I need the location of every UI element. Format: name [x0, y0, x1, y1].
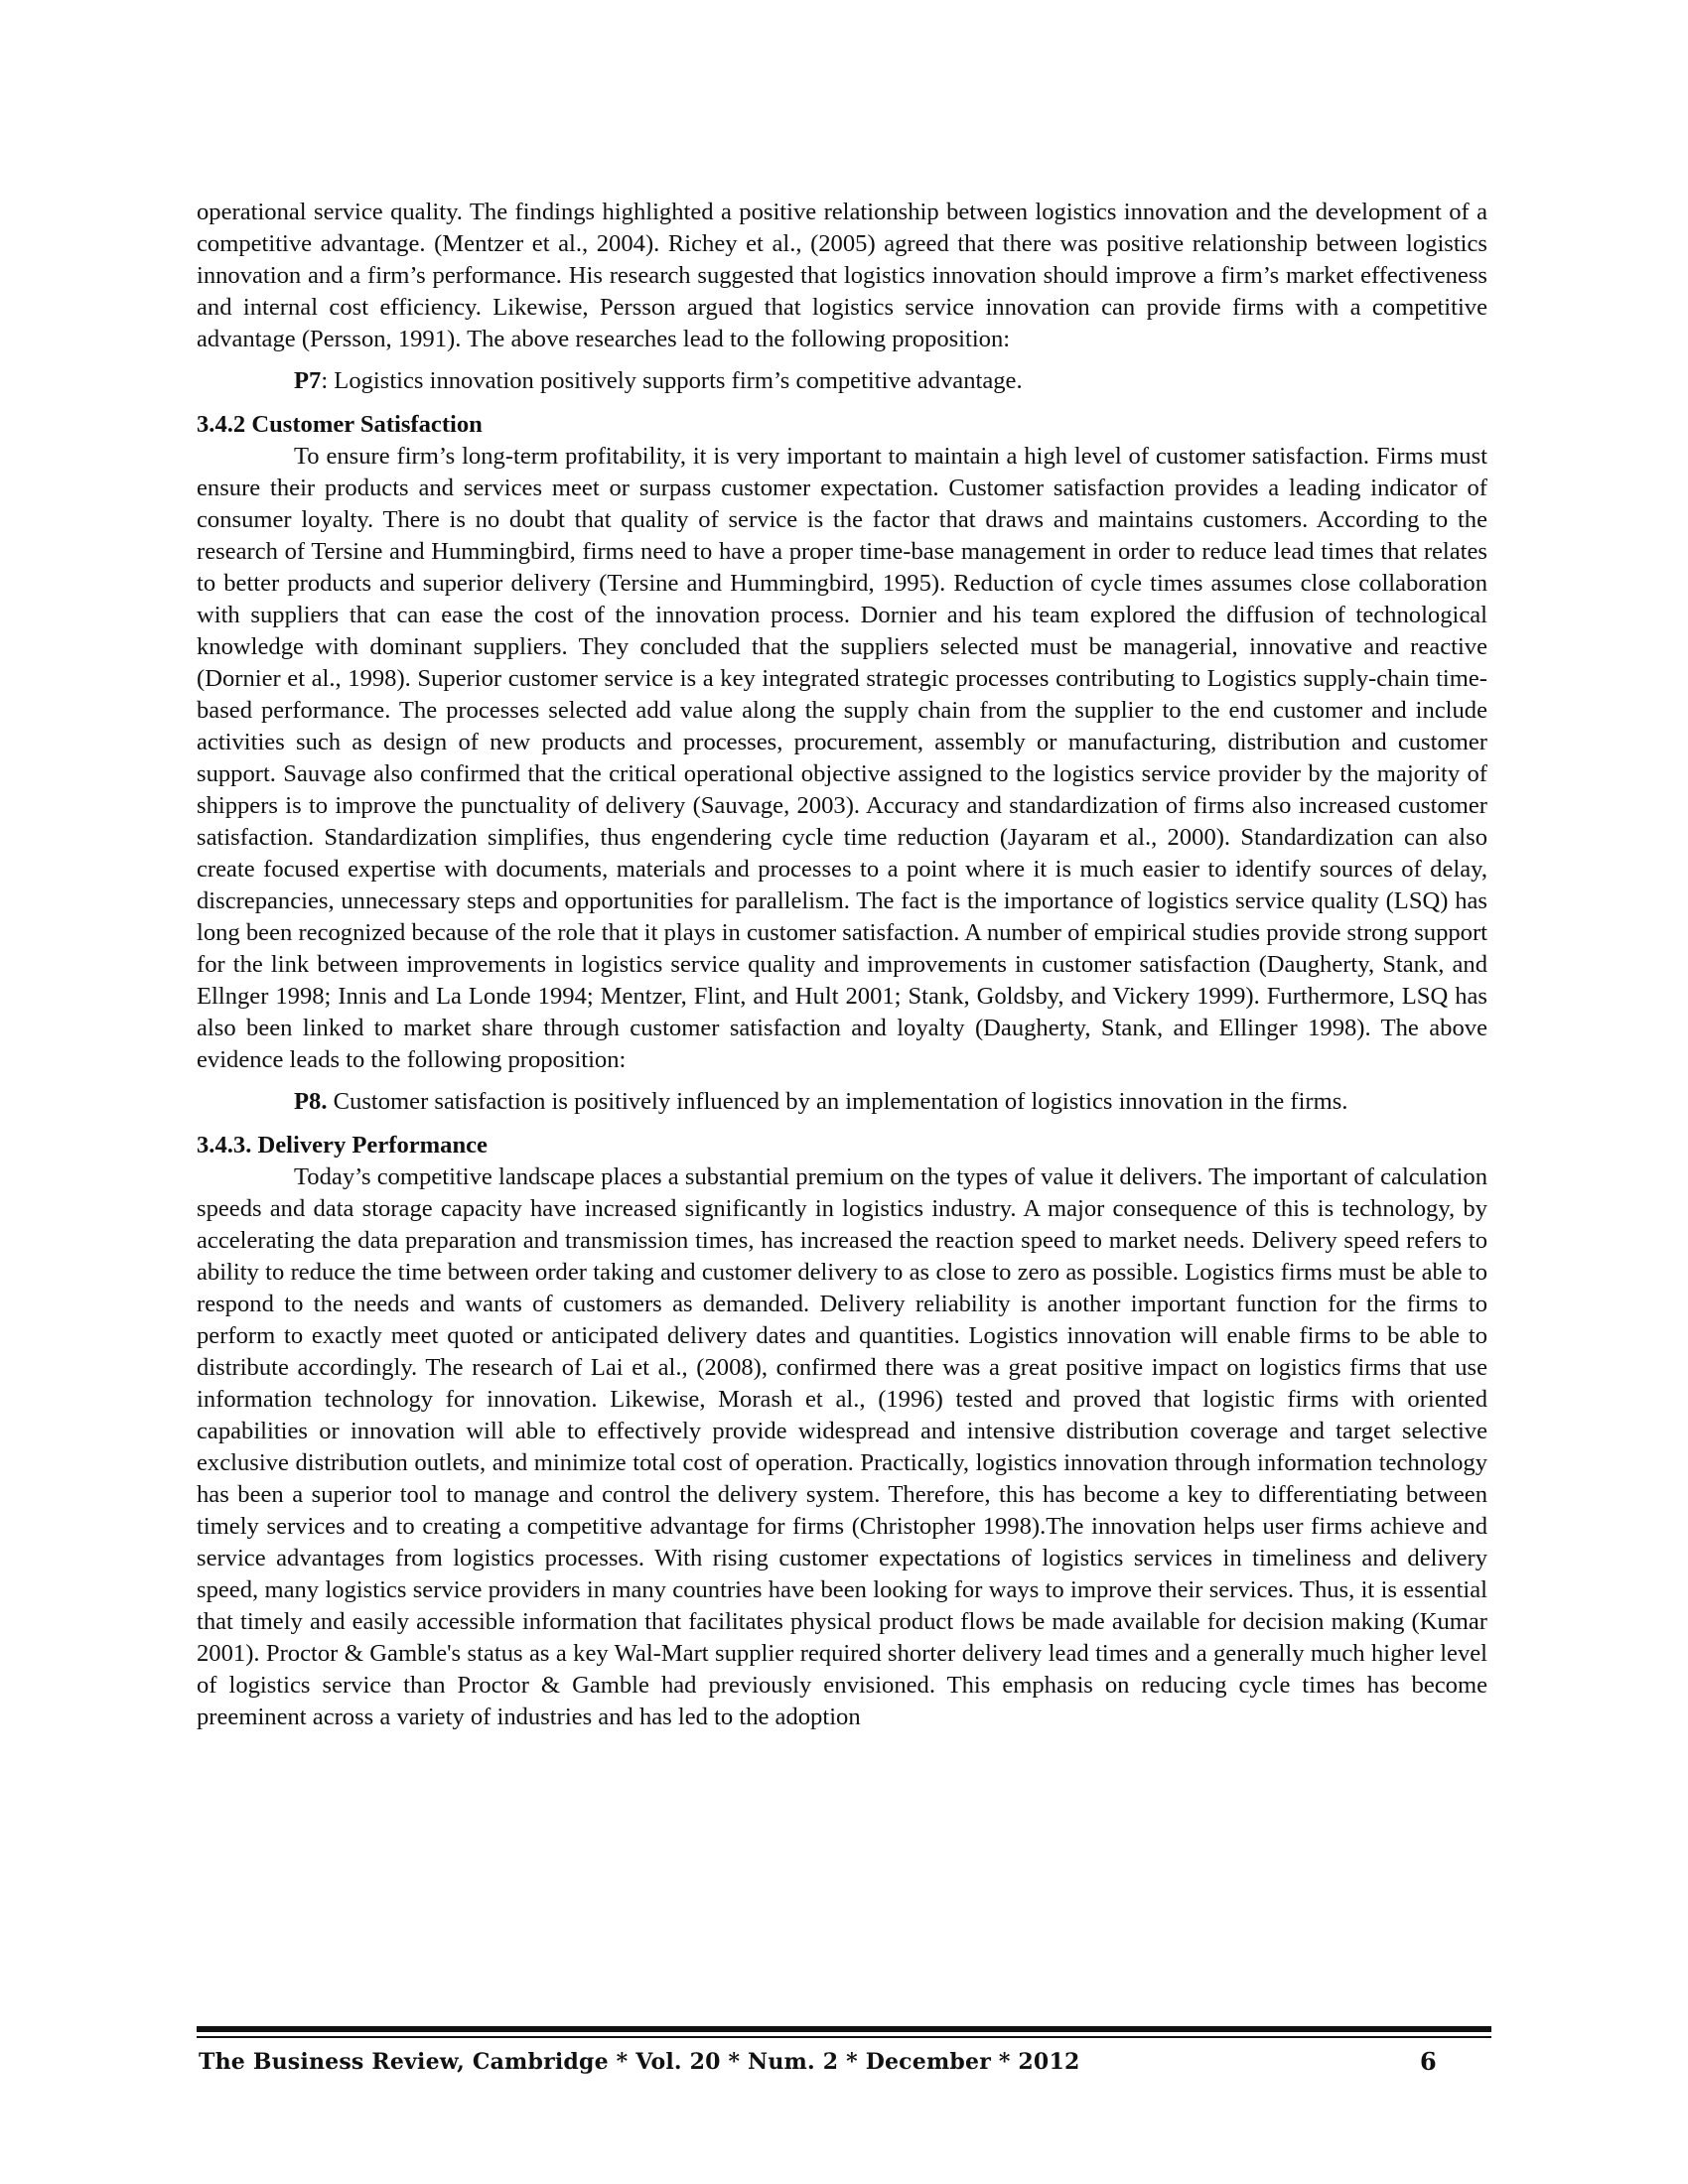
- section-heading-customer-satisfaction: 3.4.2 Customer Satisfaction: [197, 411, 483, 438]
- footer-journal-citation: The Business Review, Cambridge * Vol. 20 * Num. 2 * December * 2012: [199, 2049, 1080, 2075]
- proposition-text: : Logistics innovation positively supports firm’s competitive advantage.: [321, 367, 1023, 394]
- customer-satisfaction-paragraph: To ensure firm’s long-term profitability, it is very important to maintain a high level of customer satisfaction. Firms must ensure their products and services meet or surpass customer expectation. Customer satisfaction provides a leading indicator of consumer loyalty. There is no doubt that quality of service is the factor that draws and maintains customers. According to the research of Tersine and Hummingbird, firms need to have a proper time-base management in order to reduce lead times that relates to better products and superior delivery (Tersine and Hummingbird, 1995). Reduction of cycle times assumes close collaboration with suppliers that can ease the cost of the innovation process. Dornier and his team explored the diffusion of technological knowledge with dominant suppliers. They concluded that the suppliers selected must be managerial, innovative and reactive (Dornier et al., 1998). Superior customer service is a key integrated strategic processes contributing to Logistics supply-chain time-based performance. The processes selected add value along the supply chain from the supplier to the end customer and include activities such as design of new products and processes, procurement, assembly or manufacturing, distribution and customer support. Sauvage also confirmed that the critical operational objective assigned to the logistics service provider by the majority of shippers is to improve the punctuality of delivery (Sauvage, 2003). Accuracy and standardization of firms also increased customer satisfaction. Standardization simplifies, thus engendering cycle time reduction (Jayaram et al., 2000). Standardization can also create focused expertise with documents, materials and processes to a point where it is much easier to identify sources of delay, discrepancies, unnecessary steps and opportunities for parallelism. The fact is the importance of logistics service quality (LSQ) has long been recognized because of the role that it plays in customer satisfaction. A number of empirical studies provide strong support for the link between improvements in logistics service quality and improvements in customer satisfaction (Daugherty, Stank, and Ellnger 1998; Innis and La Londe 1994; Mentzer, Flint, and Hult 2001; Stank, Goldsby, and Vickery 1999). Furthermore, LSQ has also been linked to market share through customer satisfaction and loyalty (Daugherty, Stank, and Ellinger 1998). The above evidence leads to the following proposition:: [197, 443, 1487, 1073]
- intro-paragraph: operational service quality. The findings highlighted a positive relationship between logistics innovation and the development of a competitive advantage. (Mentzer et al., 2004). Richey et al., (2005) agreed that there was positive relationship between logistics innovation and a firm’s performance. His research suggested that logistics innovation should improve a firm’s market effectiveness and internal cost efficiency. Likewise, Persson argued that logistics service innovation can provide firms with a competitive advantage (Persson, 1991). The above researches lead to the following proposition:: [197, 199, 1487, 352]
- proposition-label: P7: [294, 367, 322, 394]
- proposition-text: Customer satisfaction is positively influenced by an implementation of logistics innovation in the firms.: [327, 1088, 1348, 1115]
- section-heading-delivery-performance: 3.4.3. Delivery Performance: [197, 1132, 488, 1159]
- proposition-p8: [197, 1086, 1487, 1118]
- footer-rule-thin: [197, 2036, 1491, 2038]
- footer-rule-thick: [197, 2026, 1491, 2032]
- proposition-p7: [197, 365, 1487, 397]
- proposition-label: P8.: [294, 1088, 328, 1115]
- page-number: 6: [1420, 2047, 1437, 2076]
- article-body: [197, 197, 1487, 1733]
- delivery-performance-paragraph: Today’s competitive landscape places a substantial premium on the types of value it delivers. The important of calculation speeds and data storage capacity have increased significantly in logistics industry. A major consequence of this is technology, by accelerating the data preparation and transmission times, has increased the reaction speed to market needs. Delivery speed refers to ability to reduce the time between order taking and customer delivery to as close to zero as possible. Logistics firms must be able to respond to the needs and wants of customers as demanded. Delivery reliability is another important function for the firms to perform to exactly meet quoted or anticipated delivery dates and quantities. Logistics innovation will enable firms to be able to distribute accordingly. The research of Lai et al., (2008), confirmed there was a great positive impact on logistics firms that use information technology for innovation. Likewise, Morash et al., (1996) tested and proved that logistic firms with oriented capabilities or innovation will able to effectively provide widespread and intensive distribution coverage and target selective exclusive distribution outlets, and minimize total cost of operation. Practically, logistics innovation through information technology has been a superior tool to manage and control the delivery system. Therefore, this has become a key to differentiating between timely services and to creating a competitive advantage for firms (Christopher 1998).The innovation helps user firms achieve and service advantages from logistics processes. With rising customer expectations of logistics services in timeliness and delivery speed, many logistics service providers in many countries have been looking for ways to improve their services. Thus, it is essential that timely and easily accessible information that facilitates physical product flows be made available for decision making (Kumar 2001). Proctor & Gamble's status as a key Wal-Mart supplier required shorter delivery lead times and a generally much higher level of logistics service than Proctor & Gamble had previously envisioned. This emphasis on reducing cycle times has become preeminent across a variety of industries and has led to the adoption: [197, 1163, 1487, 1730]
